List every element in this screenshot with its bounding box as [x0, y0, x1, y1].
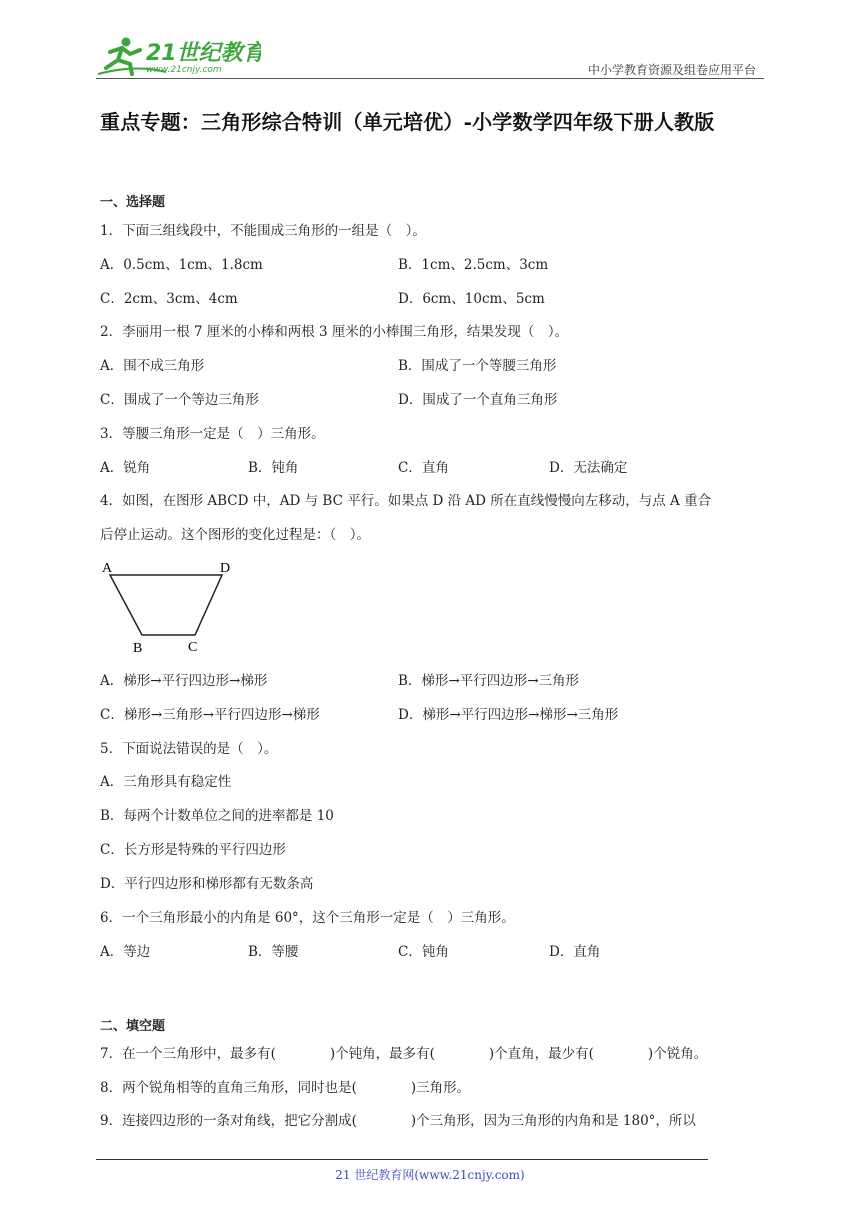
q5-option-c: C．长方形是特殊的平行四边形: [100, 842, 286, 858]
q2-option-d: D．围成了一个直角三角形: [398, 392, 558, 408]
q1-option-b: B．1cm、2.5cm、3cm: [398, 257, 549, 273]
vertex-label-a: A: [102, 561, 113, 576]
logo-url: www.21cnjy.com: [146, 65, 222, 75]
trapezoid-figure: [100, 558, 240, 656]
q2-option-b: B．围成了一个等腰三角形: [398, 358, 557, 374]
q3-option-c: C．直角: [398, 460, 449, 476]
section-heading-choice: 一、选择题: [100, 195, 166, 210]
q5-stem: 5．下面说法错误的是（ ）。: [100, 741, 278, 757]
vertex-label-d: D: [220, 561, 231, 576]
q1-option-c: C．2cm、3cm、4cm: [100, 291, 238, 307]
q6-option-b: B．等腰: [248, 944, 299, 960]
q4-option-c: C．梯形→三角形→平行四边形→梯形: [100, 707, 320, 723]
q1-option-a: A．0.5cm、1cm、1.8cm: [100, 257, 263, 273]
q4-option-a: A．梯形→平行四边形→梯形: [100, 673, 268, 689]
q6-option-d: D．直角: [549, 944, 601, 960]
q3-option-d: D．无法确定: [549, 460, 628, 476]
section-heading-fill: 二、填空题: [100, 1019, 166, 1034]
q3-stem: 3．等腰三角形一定是（ ）三角形。: [100, 426, 325, 442]
q6-option-a: A．等边: [100, 944, 151, 960]
q3-option-b: B．钝角: [248, 460, 299, 476]
site-logo: [96, 34, 261, 78]
q2-option-c: C．围成了一个等边三角形: [100, 392, 259, 408]
header-divider: [96, 78, 764, 79]
q2-stem: 2．李丽用一根 7 厘米的小棒和两根 3 厘米的小棒围三角形，结果发现（ ）。: [100, 324, 569, 340]
q1-option-d: D．6cm、10cm、5cm: [398, 291, 545, 307]
q4-stem-line1: 4．如图，在图形 ABCD 中，AD 与 BC 平行。如果点 D 沿 AD 所在直线慢慢向左移动，与点 A 重合: [100, 493, 712, 509]
q6-option-c: C．钝角: [398, 944, 449, 960]
q8-stem: 8．两个锐角相等的直角三角形，同时也是( )三角形。: [100, 1080, 471, 1096]
q9-stem: 9．连接四边形的一条对角线，把它分割成( )个三角形，因为三角形的内角和是 180°，所以: [100, 1113, 696, 1129]
vertex-label-c: C: [188, 640, 198, 655]
q5-option-b: B．每两个计数单位之间的进率都是 10: [100, 808, 334, 824]
q4-stem-line2: 后停止运动。这个图形的变化过程是：（ ）。: [100, 527, 370, 543]
footer-text: 21 世纪教育网(www.21cnjy.com): [335, 1168, 525, 1182]
page-title: 重点专题：三角形综合特训（单元培优）-小学数学四年级下册人教版: [100, 110, 715, 134]
q4-option-b: B．梯形→平行四边形→三角形: [398, 673, 580, 689]
q5-option-a: A．三角形具有稳定性: [100, 774, 232, 790]
q1-stem: 1．下面三组线段中，不能围成三角形的一组是（ ）。: [100, 223, 426, 239]
q6-stem: 6．一个三角形最小的内角是 60°，这个三角形一定是（ ）三角形。: [100, 910, 515, 926]
q2-option-a: A．围不成三角形: [100, 358, 205, 374]
q7-stem: 7．在一个三角形中，最多有( )个钝角，最多有( )个直角，最少有( )个锐角。: [100, 1046, 708, 1062]
logo-text: 21世纪教育: [146, 41, 261, 66]
q5-option-d: D．平行四边形和梯形都有无数条高: [100, 876, 314, 892]
vertex-label-b: B: [133, 641, 143, 656]
trapezoid-shape: [110, 575, 222, 635]
site-tagline: 中小学教育资源及组卷应用平台: [587, 63, 756, 77]
footer-divider: [96, 1159, 708, 1160]
q3-option-a: A．锐角: [100, 460, 151, 476]
q4-option-d: D．梯形→平行四边形→梯形→三角形: [398, 707, 619, 723]
